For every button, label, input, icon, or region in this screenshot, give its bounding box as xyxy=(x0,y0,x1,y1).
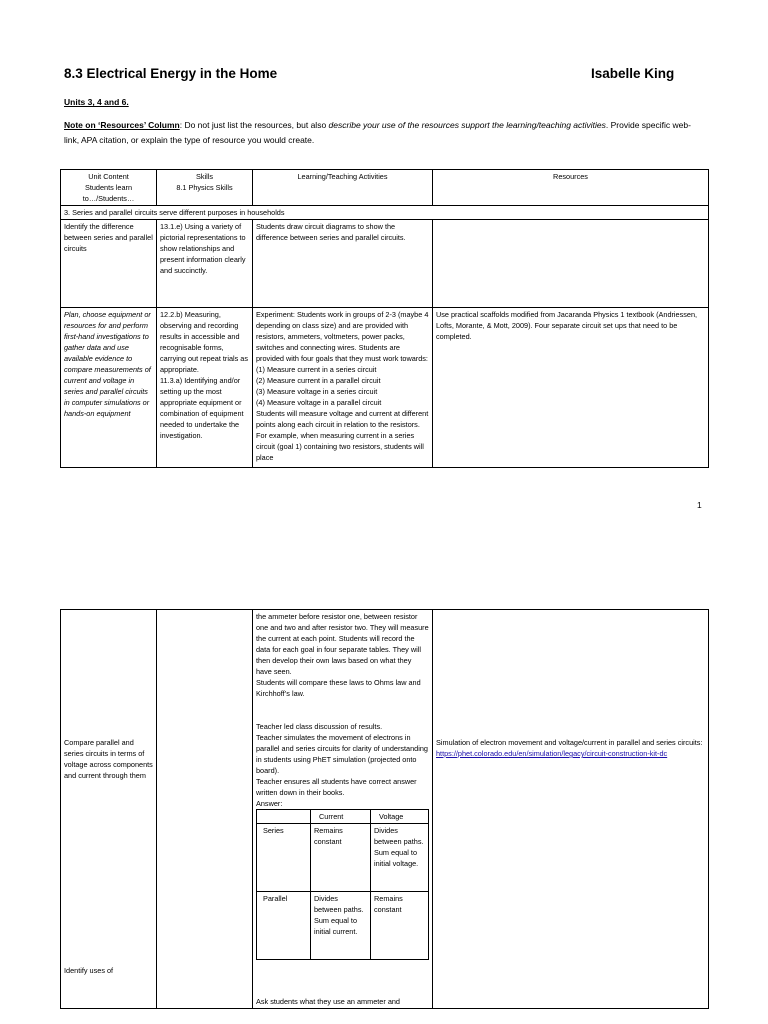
author-name: Isabelle King xyxy=(591,66,675,81)
header-text: to…/Students… xyxy=(82,194,135,203)
answer-label: Answer: xyxy=(256,799,283,808)
header-skills xyxy=(157,170,253,206)
content-cell: Plan, choose equipment or resources for and perform first-hand investigations to gather data and use available evidence to compare measurements of current and voltage in series and parallel circuits in computer simulations or hands-on equipment xyxy=(61,308,157,468)
skills-cell xyxy=(157,308,253,468)
section-row xyxy=(61,206,709,220)
goal-item: (1) Measure current in a series circuit xyxy=(256,365,377,374)
header-unit-content xyxy=(61,170,157,206)
section-title: 3. Series and parallel circuits serve different purposes in households xyxy=(61,206,709,220)
answer-table xyxy=(256,809,429,960)
activity-text: Students will measure voltage and current at different points along each circuit in relation to the resistors. For example, when measuring current in a series circuit (goal 1) containing two resistors, students will place xyxy=(256,409,429,462)
answer-table-row xyxy=(257,892,429,960)
phet-link[interactable]: https://phet.colorado.edu/en/simulation/legacy/circuit-construction-kit-dc xyxy=(436,749,668,758)
activities-cell: Students draw circuit diagrams to show the difference between series and parallel circuits. xyxy=(253,220,433,308)
activities-cell xyxy=(253,308,433,468)
resources-cell xyxy=(433,610,709,1009)
table-row xyxy=(61,610,709,1009)
content-cell: Identify the difference between series and parallel circuits xyxy=(61,220,157,308)
activity-text: Students will compare these laws to Ohms law and Kirchhoff’s law. xyxy=(256,678,421,698)
answer-cell: Divides between paths. Sum equal to initial voltage. xyxy=(371,824,429,892)
sim-resource-text: Simulation of electron movement and voltage/current in parallel and series circuits: xyxy=(436,738,703,747)
identify-uses: Identify uses of xyxy=(64,966,114,975)
page-number: 1 xyxy=(697,500,702,510)
goal-item: (4) Measure voltage in a parallel circuit xyxy=(256,398,382,407)
header-text: Unit Content xyxy=(88,172,129,181)
resources-note xyxy=(64,118,704,148)
answer-cell: Remains constant xyxy=(311,824,371,892)
activity-text: the ammeter before resistor one, between resistor one and two and after resistor two. They will measure the current at each point. Students will record the data for each goal in four separate tables. They will then develop their own laws based on what they have seen. xyxy=(256,612,429,676)
activity-text: Ask students what they use an ammeter and xyxy=(256,997,400,1006)
activity-text: Teacher simulates the movement of electrons in parallel and series circuits for clarity of understanding in students using PhET simulation (projected onto board). xyxy=(256,733,428,775)
teaching-plan-table-continued xyxy=(60,609,709,1009)
skill-text: 12.2.b) Measuring, observing and recording results in accessible and recognisable forms, carrying out repeat trials as appropriate. xyxy=(160,310,249,374)
content-cell xyxy=(61,610,157,1009)
skill-text: 11.3.a) Identifying and/or setting up the most appropriate equipment or combination of equipment needed to undertake the investigation. xyxy=(160,376,244,440)
note-text-1: : Do not just list the resources, but also xyxy=(179,120,329,130)
activity-text: Teacher led class discussion of results. xyxy=(256,722,383,731)
units-label: Units 3, 4 and 6. xyxy=(64,97,129,107)
header-text: Skills xyxy=(195,172,214,181)
header-text: 8.1 Physics Skills xyxy=(176,183,233,192)
activities-cell xyxy=(253,610,433,1009)
skills-cell xyxy=(157,610,253,1009)
answer-header-cell: Voltage xyxy=(371,810,429,824)
answer-header-cell: Current xyxy=(311,810,371,824)
skills-cell: 13.1.e) Using a variety of pictorial representations to show relationships and present information clearly and succinctly. xyxy=(157,220,253,308)
table-row xyxy=(61,308,709,468)
resources-cell xyxy=(433,220,709,308)
answer-cell: Series xyxy=(257,824,311,892)
header-resources: Resources xyxy=(433,170,709,206)
note-text-2: . Provide specific web-link, APA citation, or explain the type of resource you would create. xyxy=(64,120,691,145)
teaching-plan-table xyxy=(60,169,709,468)
document-title: 8.3 Electrical Energy in the Home xyxy=(64,66,278,81)
answer-cell: Divides between paths. Sum equal to initial current. xyxy=(311,892,371,960)
answer-header-cell xyxy=(257,810,311,824)
answer-table-row xyxy=(257,824,429,892)
table-header-row xyxy=(61,170,709,206)
goal-item: (2) Measure current in a parallel circuit xyxy=(256,376,381,385)
note-label: Note on ‘Resources’ Column xyxy=(64,120,180,130)
compare-content: Compare parallel and series circuits in terms of voltage across components and current through them xyxy=(64,738,153,780)
note-text-italic: describe your use of the resources support the learning/teaching activities xyxy=(328,120,606,130)
resources-cell: Use practical scaffolds modified from Jacaranda Physics 1 textbook (Andriessen, Lofts, Morante, & Mott, 2009). Four separate circuit set ups that need to be completed. xyxy=(433,308,709,468)
activity-text: Experiment: Students work in groups of 2-3 (maybe 4 depending on class size) and are provided with resistors, ammeters, voltmeters, power packs, switches and connecting wires. Students are provided with four goals that they must work towards: xyxy=(256,310,429,363)
activity-text: Teacher ensures all students have correct answer written down in their books. xyxy=(256,777,417,797)
table-row xyxy=(61,220,709,308)
goal-item: (3) Measure voltage in a series circuit xyxy=(256,387,378,396)
answer-cell: Remains constant xyxy=(371,892,429,960)
header-text: Students learn xyxy=(84,183,133,192)
header-activities: Learning/Teaching Activities xyxy=(253,170,433,206)
answer-table-header xyxy=(257,810,429,824)
answer-cell: Parallel xyxy=(257,892,311,960)
